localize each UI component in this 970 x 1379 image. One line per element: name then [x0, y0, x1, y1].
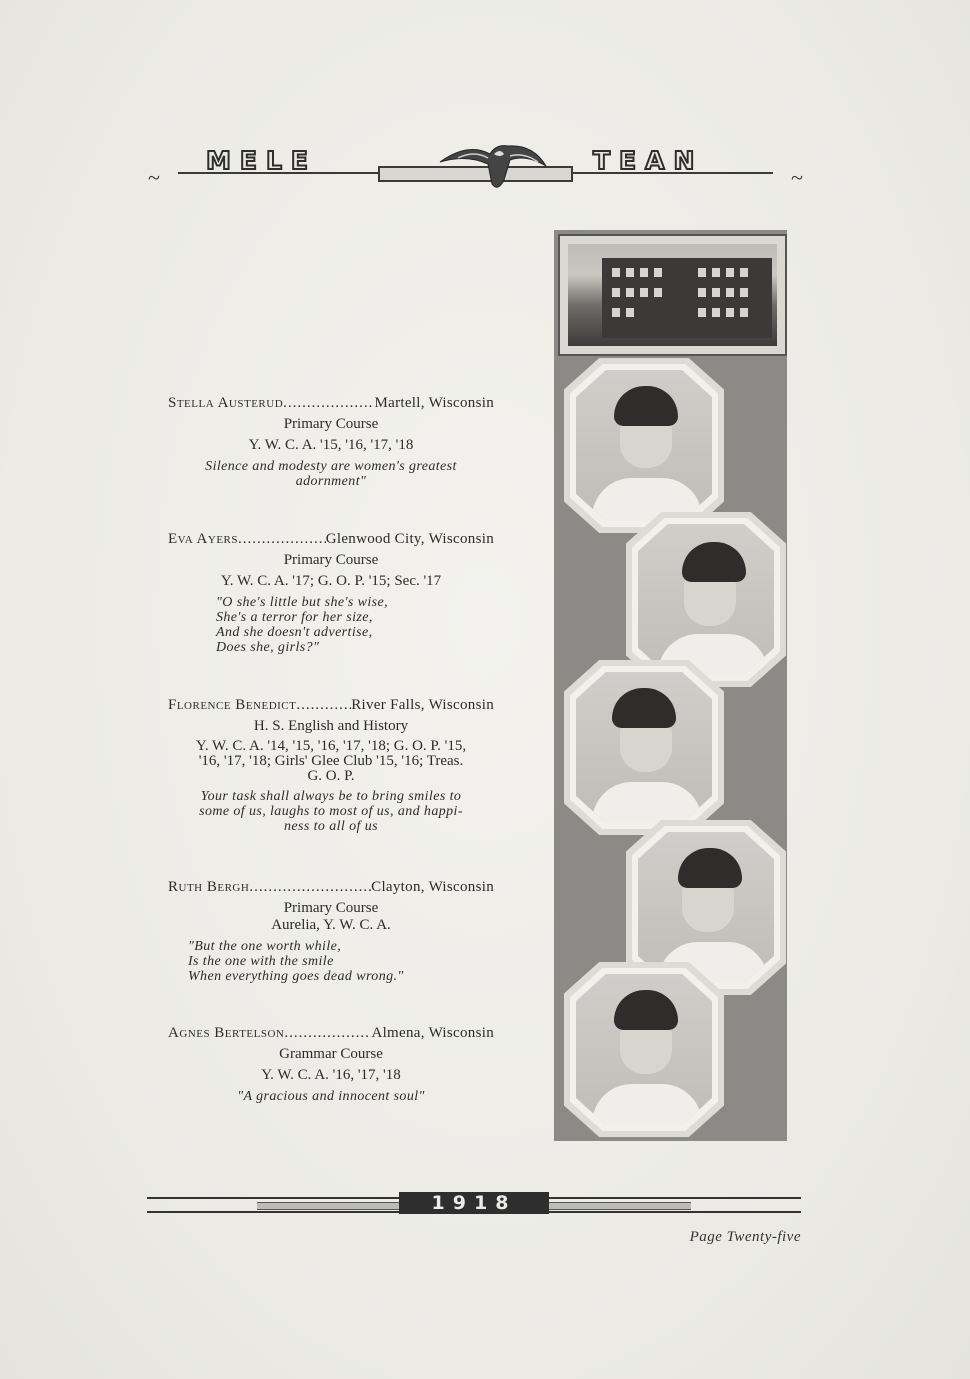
quote-line: When everything goes dead wrong." — [188, 969, 404, 984]
activities: Y. W. C. A. '15, '16, '17, '18 — [248, 437, 414, 453]
banner-word-right: TEAN — [593, 146, 704, 175]
course: Grammar Course — [279, 1046, 383, 1062]
quote-line: Silence and modesty are women's greatest — [205, 459, 457, 474]
quote-line: "O she's little but she's wise, — [216, 595, 389, 610]
course: Primary Course — [283, 900, 379, 916]
student-name: Ruth Bergh — [168, 879, 250, 895]
student-name: Florence Benedict — [168, 697, 297, 713]
leader-dots — [249, 878, 371, 896]
hometown: Glenwood City, Wisconsin — [325, 531, 494, 547]
quote-line: "A gracious and innocent soul" — [237, 1089, 425, 1104]
photo-column — [554, 230, 787, 1141]
page-number: Page Twenty-five — [689, 1229, 801, 1245]
quote-line: adornment" — [295, 474, 367, 489]
leader-dots — [284, 1024, 371, 1042]
school-building-photo — [558, 234, 787, 356]
year-label: 1918 — [399, 1192, 549, 1214]
portrait-agnes-bertelson — [564, 962, 724, 1137]
scroll-ornament-right-icon: ~ — [791, 165, 803, 190]
quote — [168, 459, 494, 489]
course: Primary Course — [283, 552, 379, 568]
activities: Aurelia, Y. W. C. A. — [271, 917, 391, 933]
student-name: Stella Austerud — [168, 395, 284, 411]
activities-line: G. O. P. — [307, 768, 355, 784]
quote — [168, 595, 494, 655]
hometown: River Falls, Wisconsin — [351, 697, 494, 713]
leader-dots — [283, 394, 374, 412]
leader-dots — [238, 530, 326, 548]
meletean-banner — [148, 140, 803, 200]
student-name: Eva Ayers — [168, 531, 239, 547]
hometown: Martell, Wisconsin — [374, 395, 494, 411]
portrait-stella-austerud — [564, 358, 724, 533]
scroll-ornament-left-icon: ~ — [148, 165, 160, 190]
course: H. S. English and History — [253, 718, 409, 734]
quote — [168, 1089, 494, 1104]
quote-line: Your task shall always be to bring smiles to — [200, 789, 462, 804]
eagle-icon — [438, 140, 548, 195]
quote — [168, 789, 494, 834]
activities-line: '16, '17, '18; Girls' Glee Club '15, '16; Treas. — [198, 753, 464, 769]
entry-agnes-bertelson — [168, 1024, 494, 1104]
banner-word-left: MELE — [206, 146, 317, 175]
student-name: Agnes Bertelson — [168, 1025, 285, 1041]
activities: Y. W. C. A. '16, '17, '18 — [261, 1067, 401, 1083]
activities-line: Y. W. C. A. '14, '15, '16, '17, '18; G. O. P. '15, — [195, 738, 467, 754]
quote-line: some of us, laughs to most of us, and happi- — [199, 804, 463, 819]
hometown: Clayton, Wisconsin — [371, 879, 494, 895]
quote-line: Does she, girls?" — [216, 640, 320, 655]
leader-dots — [296, 696, 351, 714]
entry-ruth-bergh — [168, 878, 494, 984]
quote-line: She's a terror for her size, — [216, 610, 373, 625]
quote-line: "But the one worth while, — [188, 939, 342, 954]
portrait-florence-benedict — [564, 660, 724, 835]
course: Primary Course — [283, 416, 379, 432]
quote-line: Is the one with the smile — [188, 954, 334, 969]
activities: Y. W. C. A. '17; G. O. P. '15; Sec. '17 — [220, 573, 442, 589]
activities — [168, 739, 494, 784]
quote — [168, 939, 494, 984]
year-banner — [147, 1193, 801, 1217]
entry-florence-benedict — [168, 696, 494, 834]
quote-line: And she doesn't advertise, — [216, 625, 373, 640]
hometown: Almena, Wisconsin — [371, 1025, 494, 1041]
quote-line: ness to all of us — [284, 819, 378, 834]
entry-eva-ayers — [168, 530, 494, 655]
entry-stella-austerud — [168, 394, 494, 489]
